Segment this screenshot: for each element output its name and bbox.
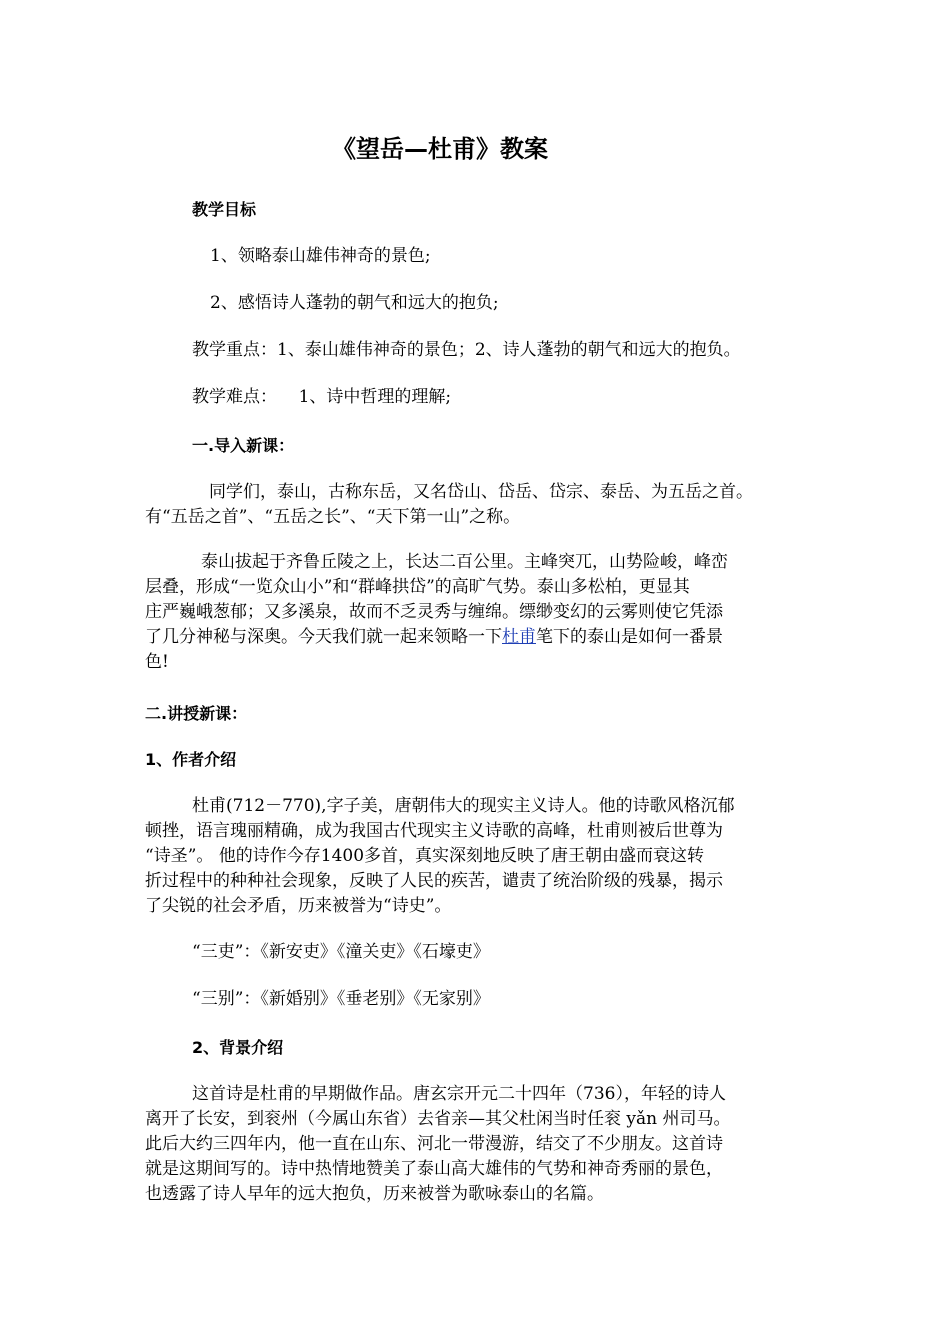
paragraph-line: 同学们，泰山，古称东岳，又名岱山、岱岳、岱宗、泰岳、为五岳之首。 <box>209 482 753 502</box>
paragraph-line: 杜甫(712－770),字子美，唐朝伟大的现实主义诗人。他的诗歌风格沉郁 <box>192 796 735 816</box>
text-segment: 笔下的泰山是如何一番景 <box>536 627 723 647</box>
background-paragraph <box>145 1082 805 1207</box>
key-points: 教学重点：1、泰山雄伟神奇的景色；2、诗人蓬勃的朝气和远大的抱负。 <box>192 340 741 360</box>
subheading-author: 1、作者介绍 <box>145 750 237 769</box>
paragraph-line: 有“五岳之首”、“五岳之长”、“天下第一山”之称。 <box>145 507 521 527</box>
difficult-points: 教学难点： 1、诗中哲理的理解; <box>192 387 452 407</box>
paragraph-line: 这首诗是杜甫的早期做作品。唐玄宗开元二十四年（736），年轻的诗人 <box>192 1084 726 1104</box>
subheading-background: 2、背景介绍 <box>192 1038 284 1057</box>
author-paragraph <box>145 794 805 919</box>
paragraph-line: 顿挫，语言瑰丽精确，成为我国古代现实主义诗歌的高峰，杜甫则被后世尊为 <box>145 821 723 841</box>
text-segment: 了几分神秘与深奥。今天我们就一起来领略一下 <box>145 627 502 647</box>
intro-paragraph-1 <box>145 480 805 530</box>
section-heading-lesson: 二.讲授新课： <box>145 704 248 723</box>
paragraph-line: “诗圣”。 他的诗作今存1400多首，真实深刻地反映了唐王朝由盛而衰这转 <box>145 846 705 866</box>
paragraph-line: 色! <box>145 652 169 672</box>
paragraph-line <box>145 625 805 650</box>
paragraph-line: 离开了长安，到衮州（今属山东省）去省亲—其父杜闲当时任衮 yǎn 州司马。 <box>145 1109 731 1129</box>
paragraph-line: 就是这期间写的。诗中热情地赞美了泰山高大雄伟的气势和神奇秀丽的景色， <box>145 1159 723 1179</box>
paragraph-line: 层叠，形成“一览众山小”和“群峰拱岱”的高旷气势。泰山多松柏，更显其 <box>145 577 690 597</box>
goals-heading: 教学目标 <box>192 200 257 219</box>
paragraph-line: 泰山拔起于齐鲁丘陵之上，长达二百公里。主峰突兀，山势险峻，峰峦 <box>201 552 728 572</box>
du-fu-link[interactable]: 杜甫 <box>502 627 536 647</box>
paragraph-line: 此后大约三四年内，他一直在山东、河北一带漫游，结交了不少朋友。这首诗 <box>145 1134 723 1154</box>
intro-paragraph-2 <box>145 550 805 675</box>
goal-item-2: 2、感悟诗人蓬勃的朝气和远大的抱负; <box>210 293 499 313</box>
paragraph-line: 了尖锐的社会矛盾，历来被誉为“诗史”。 <box>145 896 452 916</box>
three-officials-line: “三吏”：《新安吏》《潼关吏》《石壕吏》 <box>192 942 490 962</box>
section-heading-intro: 一.导入新课： <box>192 436 295 455</box>
document-title: 《望岳—杜甫》教案 <box>332 135 548 163</box>
paragraph-line: 折过程中的种种社会现象，反映了人民的疾苦，谴责了统治阶级的残暴，揭示 <box>145 871 723 891</box>
three-partings-line: “三别”：《新婚别》《垂老别》《无家别》 <box>192 989 490 1009</box>
paragraph-line: 也透露了诗人早年的远大抱负，历来被誉为歌咏泰山的名篇。 <box>145 1184 604 1204</box>
goal-item-1: 1、领略泰山雄伟神奇的景色; <box>210 246 431 266</box>
paragraph-line: 庄严巍峨葱郁；又多溪泉，故而不乏灵秀与缠绵。缥缈变幻的云雾则使它凭添 <box>145 602 723 622</box>
